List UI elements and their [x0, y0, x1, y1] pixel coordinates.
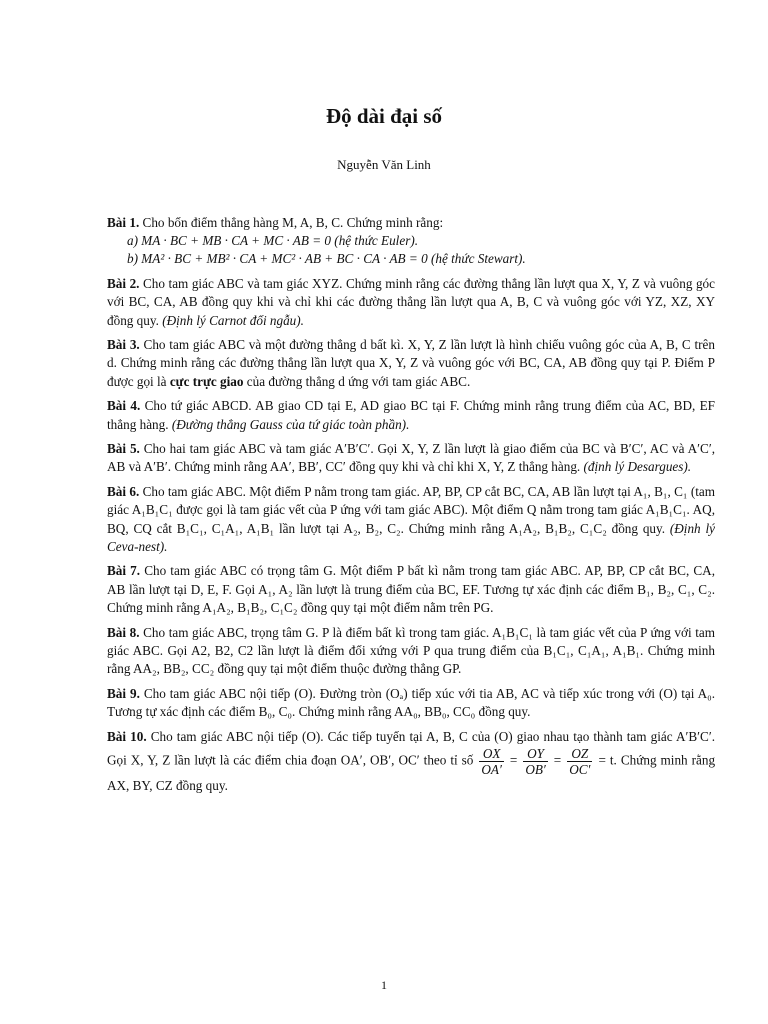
problem-label: Bài 3.	[107, 337, 140, 353]
problem-note: (Đường thẳng Gauss của tứ giác toàn phần).	[171, 416, 410, 432]
fraction-oy-ob	[523, 746, 547, 777]
part-formula: b) MA² · BC + MB² · CA + MC² · AB + BC · CA · AB = 0	[127, 251, 428, 267]
problem-bold-term: cực trực giao	[169, 373, 244, 389]
problem-label: Bài 1.	[107, 215, 140, 230]
problem-label: Bài 7.	[107, 563, 141, 579]
problem-list	[107, 214, 715, 801]
problem-label: Bài 10.	[107, 728, 147, 744]
problem-note: (Định lý Ceva-nest).	[107, 520, 715, 554]
problem-text: Cho tam giác ABC nội tiếp (O). Các tiếp tuyến tại A, B, C của (O) giao nhau tạo thành tam giác A′B′C′. Gọi X, Y, Z lần lượt là các điểm chia đoạn OA′, OB′, OC′ theo tỉ số	[107, 728, 716, 768]
fraction-numerator: OY	[523, 746, 547, 762]
problem-text: Cho tam giác ABC và tam giác XYZ. Chứng minh rằng các đường thẳng lần lượt qua X, Y, Z và vuông góc với BC, CA, AB đồng quy khi và chỉ khi các đường thẳng lần lượt qua A, B, C và vuông góc với YZ, XZ, XY đồng quy.	[107, 276, 715, 328]
problem-text-after: của đường thẳng d ứng với tam giác ABC.	[246, 373, 471, 389]
part-formula: a) MA · BC + MB · CA + MC · AB = 0	[127, 233, 331, 249]
document-title: Độ dài đại số	[325, 104, 443, 128]
problem-label: Bài 8.	[107, 624, 140, 640]
problem-label: Bài 9.	[107, 685, 140, 701]
equals-sign: =	[509, 752, 518, 768]
page-number: 1	[381, 978, 387, 992]
fraction-oz-oc	[567, 746, 592, 777]
equals-sign: =	[553, 752, 562, 768]
fraction-denominator: OA′	[481, 761, 502, 777]
problem-label: Bài 4.	[107, 398, 141, 414]
problem-text: Cho tam giác ABC có trọng tâm G. Một điểm P bất kì nằm trong tam giác ABC. AP, BP, CP cắt BC, CA, AB lần lượt tại D, E, F. Gọi A₁, A₂ lần lượt là trung điểm của BC, EF. Tương tự xác định các điểm B₁, B₂, C₁, C₂. Chứng minh rằng A₁A₂, B₁B₂, C₁C₂ đồng quy tại một điểm nằm trên PG.	[107, 563, 715, 615]
problem-4	[107, 397, 715, 433]
problem-6	[107, 483, 715, 556]
problem-note: (định lý Desargues).	[583, 459, 692, 475]
part-note: (hệ thức Euler).	[334, 233, 419, 249]
problem-text: Cho tứ giác ABCD. AB giao CD tại E, AD giao BC tại F. Chứng minh rằng trung điểm của AC, BD, EF thẳng hàng.	[107, 398, 716, 432]
problem-label: Bài 2.	[107, 276, 140, 292]
problem-text: Cho tam giác ABC và một đường thẳng d bất kì. X, Y, Z lần lượt là hình chiếu vuông góc của A, B, C trên d. Chứng minh rằng các đường thẳng lần lượt qua X, Y, Z và vuông góc với BC, CA, AB đồng quy tại P. Điểm P được gọi là	[107, 337, 716, 389]
problem-5	[107, 440, 715, 476]
problem-text: Cho tam giác ABC. Một điểm P nằm trong tam giác. AP, BP, CP cắt BC, CA, AB lần lượt tại A₁, B₁, C₁ (tam giác A₁B₁C₁ được gọi là tam giác vết của P ứng với tam giác ABC). Một điểm Q nằm trong tam giác A₁B₁C₁. AQ, BQ, CQ cắt B₁C₁, C₁A₁, A₁B₁ lần lượt tại A₂, B₂, C₂. Chứng minh rằng A₁A₂, B₁B₂, C₁C₂ đồng quy.	[107, 484, 716, 536]
fraction-denominator: OC′	[569, 761, 591, 777]
problem-10	[107, 728, 715, 795]
problem-label: Bài 5.	[107, 441, 140, 457]
problem-1	[107, 214, 715, 269]
fraction-denominator: OB′	[525, 761, 546, 777]
problem-label: Bài 6.	[107, 484, 140, 500]
problem-text: Cho tam giác ABC, trọng tâm G. P là điểm bất kì trong tam giác. A₁B₁C₁ là tam giác vết của P ứng với tam giác ABC. Gọi A2, B2, C2 lần lượt là điểm đối xứng với P qua trung điểm của B₁C₁, C₁A₁, A₁B₁. Chứng minh rằng AA₂, BB₂, CC₂ đồng quy tại một điểm thuộc đường thẳng GP.	[107, 624, 716, 676]
part-note: (hệ thức Stewart).	[431, 251, 526, 267]
fraction-numerator: OX	[479, 746, 503, 762]
problem-note: (Định lý Carnot đối ngẫu).	[162, 312, 304, 328]
problem-part-a	[127, 232, 715, 250]
problem-7	[107, 562, 715, 617]
document-author: Nguyễn Văn Linh	[337, 157, 431, 172]
problem-text-after: = t. Chứng minh rằng AX, BY, CZ đồng quy.	[107, 752, 716, 793]
problem-2	[107, 275, 715, 330]
problem-8	[107, 624, 715, 679]
problem-text: Cho tam giác ABC nội tiếp (O). Đường tròn (Oₐ) tiếp xúc với tia AB, AC và tiếp xúc trong với (O) tại A₀. Tương tự xác định các điểm B₀, C₀. Chứng minh rằng AA₀, BB₀, CC₀ đồng quy.	[107, 685, 716, 719]
problem-9	[107, 685, 715, 721]
problem-text: Cho bốn điểm thẳng hàng M, A, B, C. Chứng minh rằng:	[142, 215, 444, 230]
problem-text: Cho hai tam giác ABC và tam giác A′B′C′. Gọi X, Y, Z lần lượt là giao điểm của BC và B′C′, AC và A′C′, AB và A′B′. Chứng minh rằng AA′, BB′, CC′ đồng quy khi và chỉ khi X, Y, Z thẳng hàng.	[107, 441, 716, 475]
fraction-numerator: OZ	[567, 746, 592, 762]
problem-part-b	[127, 250, 715, 268]
problem-3	[107, 336, 715, 391]
fraction-ox-oa	[479, 746, 503, 777]
